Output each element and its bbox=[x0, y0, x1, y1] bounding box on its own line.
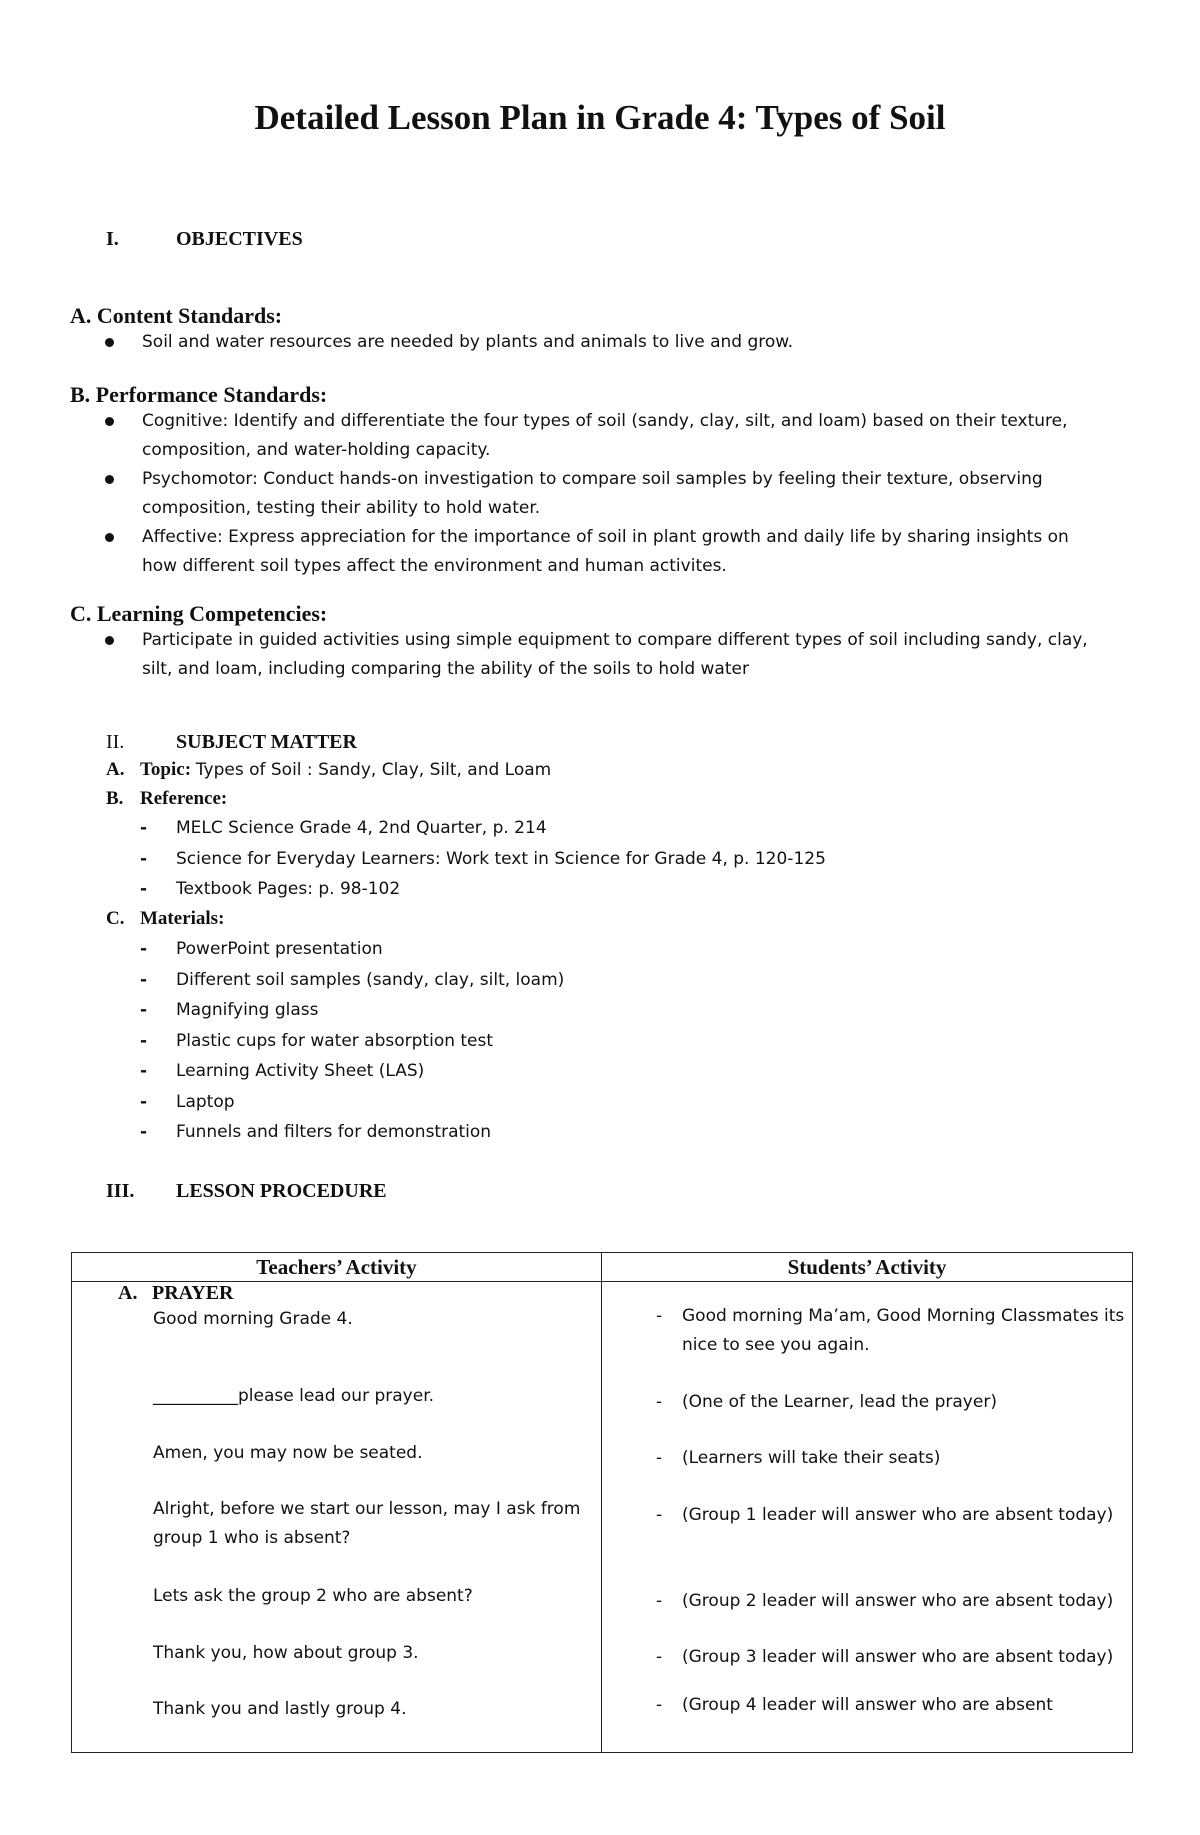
list-item: Soil and water resources are needed by plants and animals to live and grow. bbox=[100, 328, 1100, 357]
student-line: - (Group 3 leader will answer who are absent today) bbox=[656, 1647, 1114, 1667]
topic-label: Topic: bbox=[140, 759, 192, 780]
topic-value: Types of Soil : Sandy, Clay, Silt, and Loam bbox=[195, 760, 552, 780]
student-activity-header: Students’ Activity bbox=[602, 1253, 1133, 1282]
materials-list bbox=[138, 934, 564, 1148]
section-label: LESSON PROCEDURE bbox=[176, 1180, 387, 1202]
lesson-procedure-table bbox=[71, 1252, 1133, 1753]
section-number: I. bbox=[106, 228, 119, 250]
list-item: - Learning Activity Sheet (LAS) bbox=[140, 1061, 425, 1081]
list-item: Cognitive: Identify and differentiate the four types of soil (sandy, clay, silt, and loam) based on their texture, composition, and water-holding capacity. bbox=[100, 407, 1100, 465]
student-line: - (Group 4 leader will answer who are absent bbox=[656, 1695, 1053, 1715]
student-line: - (Learners will take their seats) bbox=[656, 1448, 941, 1468]
prayer-heading: A. PRAYER bbox=[118, 1282, 234, 1304]
list-item: Psychomotor: Conduct hands-on investigation to compare soil samples by feeling their texture, observing composition, testing their ability to hold water. bbox=[100, 465, 1100, 523]
list-item: - Science for Everyday Learners: Work text in Science for Grade 4, p. 120-125 bbox=[140, 848, 826, 869]
bullet-icon bbox=[105, 475, 114, 484]
teacher-line: Alright, before we start our lesson, may I ask from group 1 who is absent? bbox=[153, 1499, 581, 1548]
section-number: III. bbox=[106, 1180, 135, 1202]
student-activity-cell bbox=[602, 1282, 1133, 1753]
teacher-line: __________please lead our prayer. bbox=[153, 1386, 435, 1406]
teacher-line: Amen, you may now be seated. bbox=[153, 1443, 423, 1463]
section-label: SUBJECT MATTER bbox=[176, 731, 357, 753]
materials-label: Materials: bbox=[140, 908, 225, 929]
materials-line bbox=[106, 908, 224, 930]
document-title: Detailed Lesson Plan in Grade 4: Types of Soil bbox=[254, 98, 946, 137]
reference-letter: B. bbox=[106, 788, 124, 809]
teacher-line: Lets ask the group 2 who are absent? bbox=[153, 1586, 473, 1606]
student-line: - (Group 2 leader will answer who are absent today) bbox=[656, 1591, 1114, 1611]
teacher-line: Good morning Grade 4. bbox=[153, 1309, 353, 1329]
bullet-icon bbox=[105, 338, 114, 347]
bullet-icon bbox=[105, 533, 114, 542]
teacher-line: Thank you and lastly group 4. bbox=[153, 1699, 407, 1719]
content-standards-list bbox=[100, 328, 1100, 357]
list-item: - Laptop bbox=[140, 1091, 235, 1112]
list-item: - Textbook Pages: p. 98-102 bbox=[140, 879, 401, 899]
table-header-row bbox=[72, 1253, 1133, 1282]
performance-standards-heading: B. Performance Standards: bbox=[70, 382, 328, 407]
reference-label: Reference: bbox=[140, 788, 228, 809]
learning-competencies-list bbox=[100, 626, 1100, 684]
bullet-icon bbox=[105, 417, 114, 426]
topic-letter: A. bbox=[106, 759, 125, 780]
learning-competencies-heading: C. Learning Competencies: bbox=[70, 601, 328, 626]
list-item: Affective: Express appreciation for the importance of soil in plant growth and daily life by sharing insights on how different soil types affect the environment and human activites. bbox=[100, 523, 1100, 581]
list-item: - PowerPoint presentation bbox=[140, 939, 383, 959]
section-number: II. bbox=[106, 731, 125, 753]
bullet-icon bbox=[105, 636, 114, 645]
list-item: Participate in guided activities using simple equipment to compare different types of soil including sandy, clay, silt, and loam, including comparing the ability of the soils to hold water bbox=[100, 626, 1100, 684]
reference-line bbox=[106, 788, 227, 810]
list-item: - MELC Science Grade 4, 2nd Quarter, p. 214 bbox=[140, 818, 547, 838]
section-label: OBJECTIVES bbox=[176, 228, 303, 250]
reference-list bbox=[138, 813, 826, 905]
performance-standards-list bbox=[100, 407, 1100, 581]
teacher-activity-header: Teachers’ Activity bbox=[72, 1253, 602, 1282]
table-row bbox=[72, 1282, 1133, 1753]
content-standards-heading: A. Content Standards: bbox=[70, 303, 283, 328]
teacher-line: Thank you, how about group 3. bbox=[153, 1643, 419, 1663]
topic-line bbox=[106, 759, 551, 781]
list-item: - Funnels and filters for demonstration bbox=[140, 1122, 492, 1142]
list-item: - Magnifying glass bbox=[140, 1000, 319, 1020]
student-line: - Good morning Ma’am, Good Morning Classmates its nice to see you again. bbox=[656, 1306, 1125, 1355]
list-item: - Plastic cups for water absorption test bbox=[140, 1030, 494, 1051]
student-line: - (One of the Learner, lead the prayer) bbox=[656, 1392, 997, 1412]
materials-letter: C. bbox=[106, 908, 125, 929]
teacher-activity-cell bbox=[72, 1282, 602, 1753]
list-item: - Different soil samples (sandy, clay, silt, loam) bbox=[140, 969, 565, 990]
student-line: - (Group 1 leader will answer who are absent today) bbox=[656, 1505, 1114, 1525]
